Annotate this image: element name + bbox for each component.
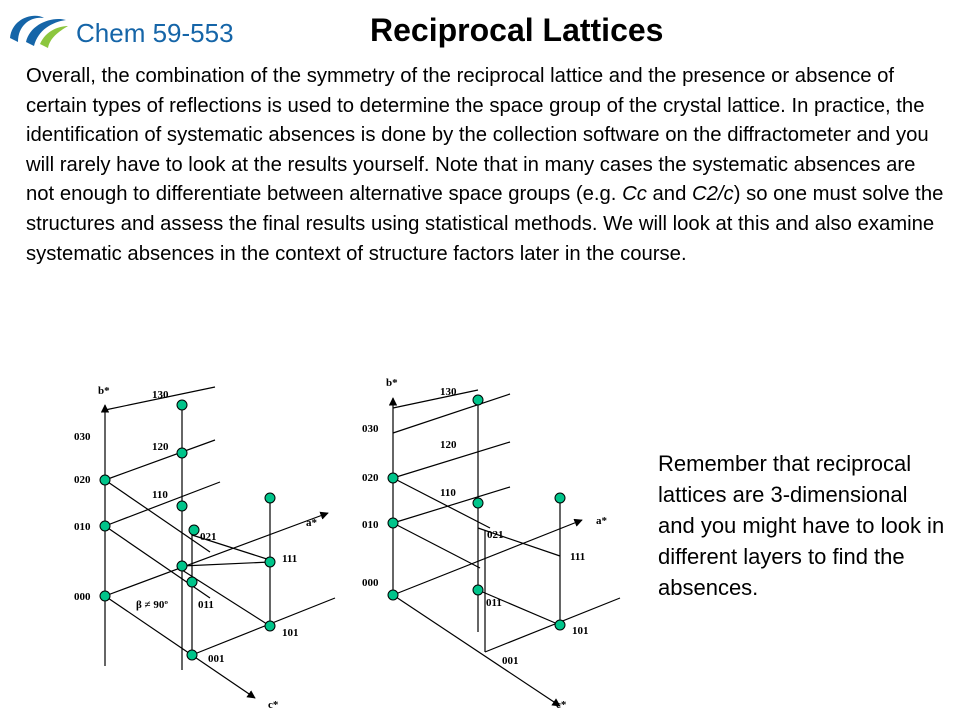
label-011: 011 <box>198 599 214 611</box>
lattice-nodes-left <box>100 400 275 660</box>
label-r-130: 130 <box>440 386 457 398</box>
axis-label-r-a: a* <box>596 515 607 527</box>
space-group-cc: Cc <box>622 183 647 206</box>
lattice-labels-left <box>74 385 318 711</box>
label-001: 001 <box>208 653 225 665</box>
node-r-000 <box>388 590 398 600</box>
label-r-120: 120 <box>440 439 457 451</box>
beta-angle-label: β ≠ 90º <box>136 599 168 611</box>
node-000 <box>100 591 110 601</box>
node-111-top <box>265 493 275 503</box>
node-101 <box>265 621 275 631</box>
node-r-020 <box>388 473 398 483</box>
axis-label-a: a* <box>306 517 317 529</box>
node-r-110 <box>473 498 483 508</box>
label-021: 021 <box>200 531 217 543</box>
label-r-110: 110 <box>440 487 456 499</box>
label-020: 020 <box>74 474 91 486</box>
axis-label-r-c: c* <box>556 699 567 711</box>
label-010: 010 <box>74 521 91 533</box>
node-011b <box>187 577 197 587</box>
node-r-130 <box>473 395 483 405</box>
course-code: Chem 59-553 <box>76 18 234 48</box>
label-000: 000 <box>74 591 91 603</box>
body-paragraph <box>26 62 946 269</box>
node-r-111-top <box>555 493 565 503</box>
label-r-000: 000 <box>362 577 379 589</box>
axis-label-b: b* <box>98 385 110 397</box>
label-130: 130 <box>152 389 169 401</box>
node-001 <box>187 650 197 660</box>
label-r-030: 030 <box>362 423 379 435</box>
label-r-021: 021 <box>487 529 504 541</box>
university-logo-icon <box>4 8 70 50</box>
node-r-010 <box>388 518 398 528</box>
node-011 <box>177 561 187 571</box>
node-130 <box>177 400 187 410</box>
label-r-011: 011 <box>486 597 502 609</box>
body-text-and: and <box>646 183 692 206</box>
label-r-020: 020 <box>362 472 379 484</box>
label-101: 101 <box>282 627 299 639</box>
node-021 <box>189 525 199 535</box>
node-010 <box>100 521 110 531</box>
reciprocal-lattice-diagrams <box>60 370 660 715</box>
lattice-diagram-monoclinic <box>105 387 335 698</box>
label-r-101: 101 <box>572 625 589 637</box>
slide-title: Reciprocal Lattices <box>370 12 664 48</box>
label-r-001: 001 <box>502 655 519 667</box>
node-120 <box>177 448 187 458</box>
space-group-c2c: C2/c <box>692 183 734 206</box>
body-text-part2: ) so one must solve the structures and assess the final results using statistical methods. We will look at this and also examine systematic absences in the context of structure factors later in the course. <box>26 183 944 265</box>
lattice-nodes-right <box>388 395 565 630</box>
label-110: 110 <box>152 489 168 501</box>
node-111 <box>265 557 275 567</box>
body-text-part1: Overall, the combination of the symmetry of the reciprocal lattice and the presence or absence of certain types of reflections is used to determine the space group of the crystal lattice. In practice, the identification of systematic absences is done by the collection software on the diffractometer and you will rarely have to look at the results yourself. Note that in many cases the systematic absences are not enough to differentiate between alternative space groups (e.g. <box>26 65 929 206</box>
label-r-111: 111 <box>570 551 586 563</box>
node-r-011 <box>473 585 483 595</box>
label-030: 030 <box>74 431 91 443</box>
node-020 <box>100 475 110 485</box>
label-r-010: 010 <box>362 519 379 531</box>
axis-label-c: c* <box>268 699 279 711</box>
label-111: 111 <box>282 553 298 565</box>
side-note: Remember that reciprocal lattices are 3-dimensional and you might have to look in different layers to find the absences. <box>658 451 945 600</box>
label-120: 120 <box>152 441 169 453</box>
node-r-101 <box>555 620 565 630</box>
node-110 <box>177 501 187 511</box>
axis-label-r-b: b* <box>386 377 398 389</box>
